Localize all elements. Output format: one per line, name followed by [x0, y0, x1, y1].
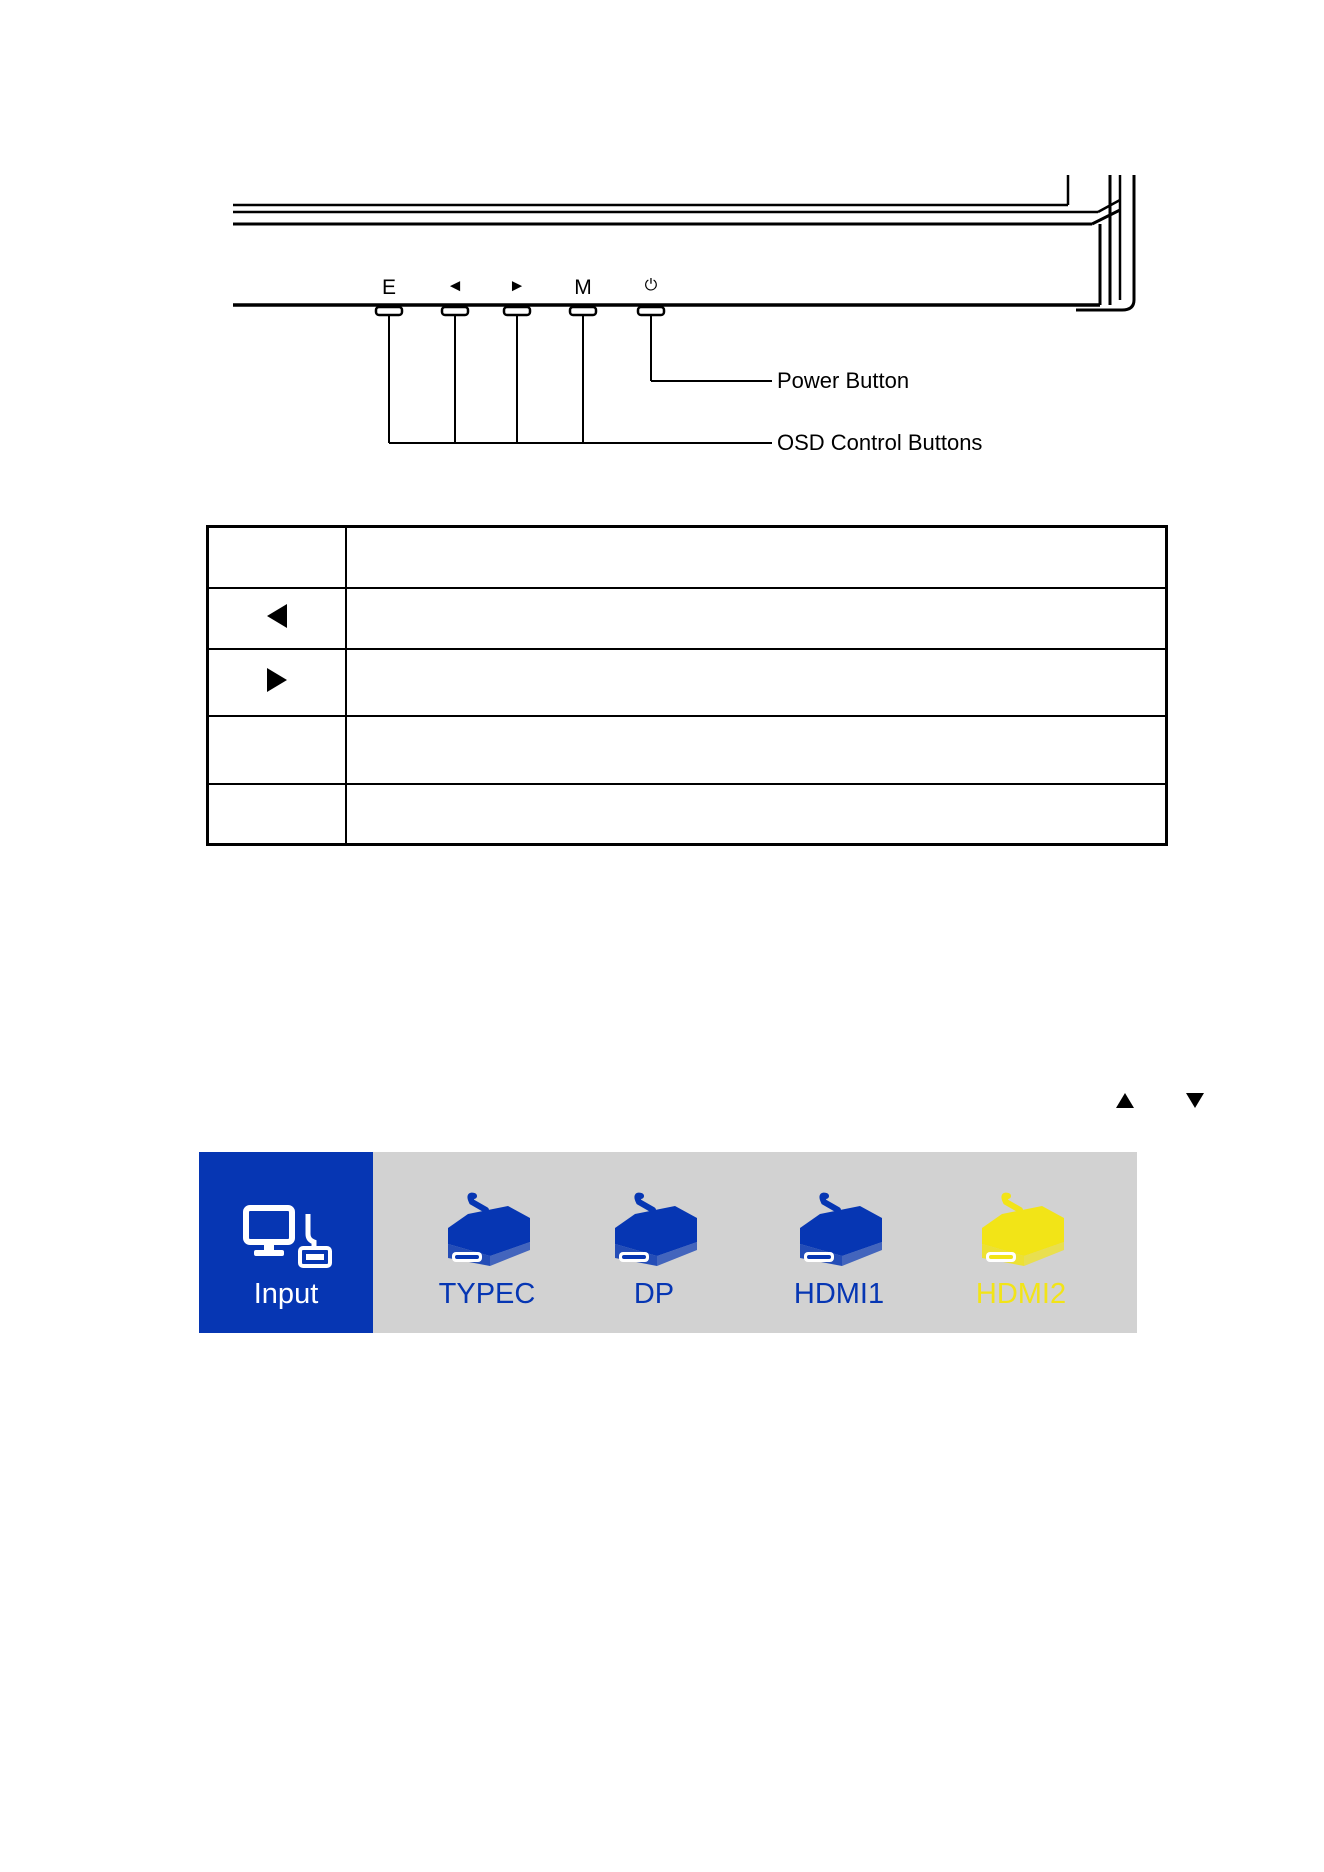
table-key-cell [208, 649, 347, 716]
button-label-e: E [381, 276, 396, 299]
table-key-cell [208, 784, 347, 845]
button-nub-m [570, 307, 596, 315]
table-desc-cell [346, 784, 1167, 845]
table-row [208, 527, 1167, 588]
osd-input-title: Input [253, 1278, 319, 1310]
typec-connector-icon [442, 1192, 532, 1272]
osd-option-typec[interactable] [407, 1152, 567, 1333]
table-desc-cell [346, 527, 1167, 588]
button-nub-right [504, 307, 530, 315]
button-label-right: ► [508, 276, 526, 295]
left-arrow-icon [267, 604, 287, 628]
monitor-cable-icon [242, 1204, 332, 1274]
osd-option-label: HDMI2 [975, 1278, 1067, 1310]
osd-buttons-callout: OSD Control Buttons [777, 430, 983, 455]
osd-input-tile[interactable] [199, 1152, 373, 1333]
displayport-connector-icon [609, 1192, 699, 1272]
monitor-bezel-diagram [0, 0, 1324, 470]
down-arrow-icon [1186, 1093, 1204, 1108]
osd-option-dp[interactable] [574, 1152, 734, 1333]
table-desc-cell [346, 716, 1167, 784]
button-nub-power [638, 307, 664, 315]
table-row [208, 588, 1167, 649]
button-label-left: ◄ [446, 276, 464, 295]
button-nub-left [442, 307, 468, 315]
table-row [208, 716, 1167, 784]
right-arrow-icon [267, 668, 287, 692]
osd-input-menu [199, 1152, 1137, 1333]
osd-option-hdmi2[interactable] [941, 1152, 1101, 1333]
table-row [208, 784, 1167, 845]
osd-option-label: DP [633, 1278, 675, 1310]
hdmi-connector-icon [794, 1192, 884, 1272]
table-desc-cell [346, 588, 1167, 649]
table-key-cell [208, 588, 347, 649]
power-button-callout: Power Button [777, 368, 910, 393]
table-key-cell [208, 527, 347, 588]
bezel-drawing [0, 0, 1324, 470]
button-nub-e [376, 307, 402, 315]
osd-option-hdmi1[interactable] [759, 1152, 919, 1333]
table-row [208, 649, 1167, 716]
button-label-m: M [574, 276, 592, 299]
osd-option-label: HDMI1 [793, 1278, 885, 1310]
up-arrow-icon [1116, 1093, 1134, 1108]
button-function-table [206, 525, 1168, 846]
table-desc-cell [346, 649, 1167, 716]
power-icon: ⏻ [644, 277, 658, 294]
osd-option-label: TYPEC [438, 1278, 536, 1310]
hdmi-connector-icon [976, 1192, 1066, 1272]
table-key-cell [208, 716, 347, 784]
